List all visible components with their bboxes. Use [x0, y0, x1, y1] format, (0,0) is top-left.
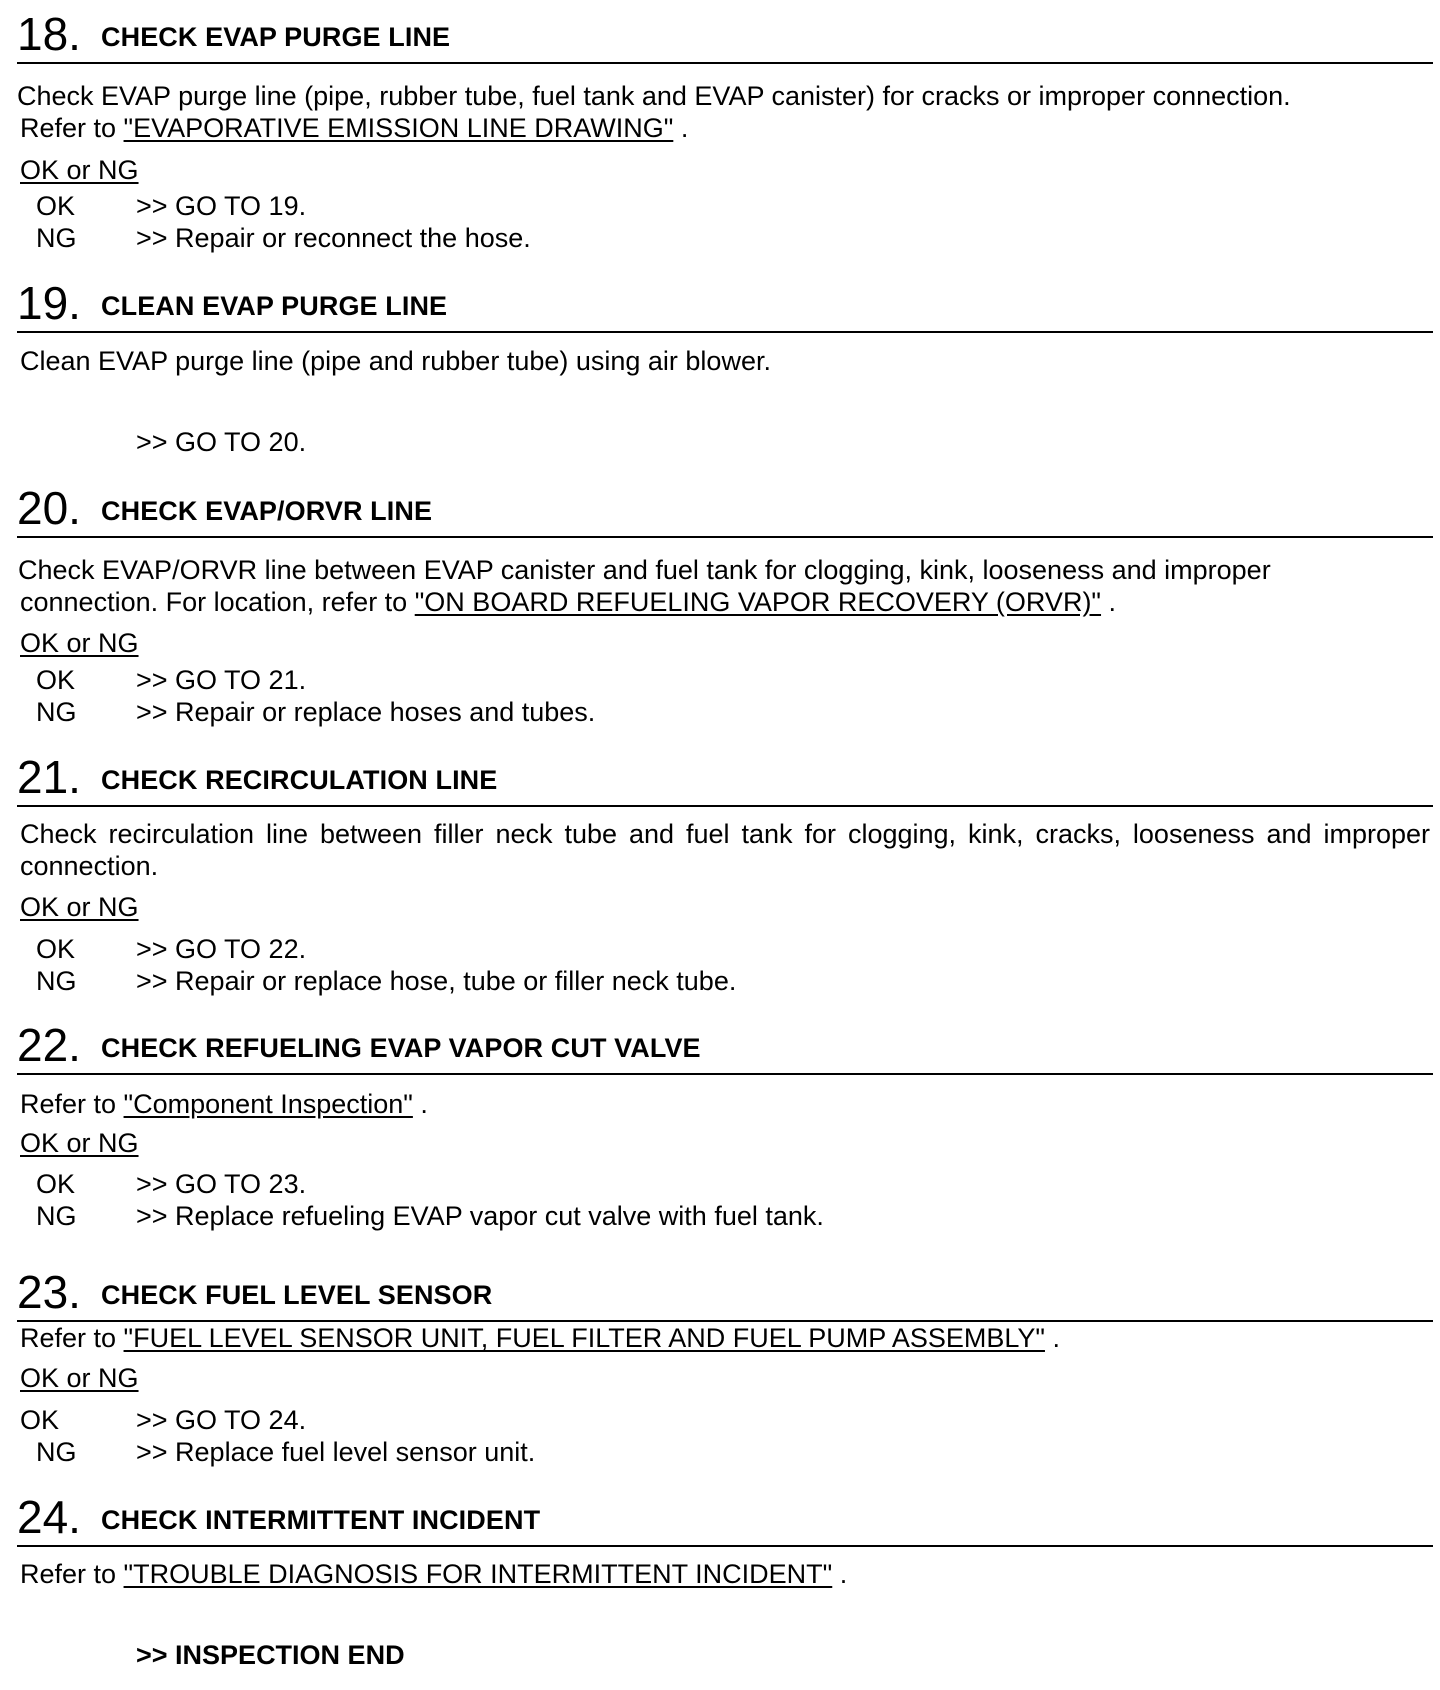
step-text: Clean EVAP purge line (pipe and rubber tube) using air blower. — [20, 346, 771, 376]
result-action: >> INSPECTION END — [136, 1640, 405, 1670]
result-code: OK — [36, 191, 76, 221]
step-21-description — [20, 818, 1430, 882]
result-action: >> GO TO 19. — [136, 191, 307, 221]
refer-suffix: . — [412, 1089, 428, 1119]
refer-line — [20, 1558, 1430, 1590]
step-23-description — [20, 1322, 1430, 1354]
result-action: >> GO TO 20. — [136, 427, 307, 457]
refer-prefix: Refer to — [20, 113, 124, 143]
reference-link[interactable]: "EVAPORATIVE EMISSION LINE DRAWING" — [123, 113, 674, 143]
step-22-header — [17, 1019, 1433, 1075]
step-22-description — [20, 1088, 1430, 1120]
step-19-description — [20, 345, 1430, 377]
step-title: CLEAN EVAP PURGE LINE — [101, 291, 448, 321]
reference-link[interactable]: "TROUBLE DIAGNOSIS FOR INTERMITTENT INCIDENT" — [123, 1559, 833, 1589]
step-number: 23. — [17, 1266, 81, 1318]
refer-line — [20, 1088, 1430, 1120]
step-number: 20. — [17, 482, 81, 534]
step-18-description — [17, 80, 1430, 144]
refer-prefix: Refer to — [20, 1089, 124, 1119]
step-18-header — [17, 8, 1433, 64]
result-code: OK — [36, 934, 76, 964]
refer-suffix: . — [1044, 1323, 1060, 1353]
step-number: 18. — [17, 8, 81, 60]
result-action: >> Repair or replace hose, tube or filler neck tube. — [136, 966, 737, 996]
step-20-header — [17, 482, 1433, 538]
refer-prefix: Refer to — [20, 1559, 124, 1589]
step-21-header — [17, 751, 1433, 807]
result-code: OK — [36, 1169, 76, 1199]
step-title: CHECK EVAP PURGE LINE — [101, 22, 451, 52]
refer-suffix: . — [673, 113, 689, 143]
reference-link[interactable]: "FUEL LEVEL SENSOR UNIT, FUEL FILTER AND FUEL PUMP ASSEMBLY" — [123, 1323, 1045, 1353]
step-text: Check EVAP purge line (pipe, rubber tube, fuel tank and EVAP canister) for cracks or improper connection. — [17, 81, 1291, 111]
result-code: NG — [36, 966, 77, 996]
step-title: CHECK EVAP/ORVR LINE — [101, 496, 433, 526]
reference-link[interactable]: "Component Inspection" — [123, 1089, 413, 1119]
step-number: 22. — [17, 1019, 81, 1071]
step-title: CHECK FUEL LEVEL SENSOR — [101, 1280, 493, 1310]
step-title: CHECK REFUELING EVAP VAPOR CUT VALVE — [101, 1033, 701, 1063]
step-title: CHECK RECIRCULATION LINE — [101, 765, 498, 795]
result-action: >> GO TO 22. — [136, 934, 307, 964]
refer-suffix: . — [832, 1559, 848, 1589]
result-code: OK — [36, 665, 76, 695]
refer-prefix: Refer to — [20, 1323, 124, 1353]
refer-line — [20, 586, 1430, 618]
result-action: >> GO TO 23. — [136, 1169, 307, 1199]
step-number: 19. — [17, 277, 81, 329]
step-text: Check recirculation line between filler neck tube and fuel tank for clogging, kink, cracks, looseness and improper connection. — [20, 819, 1430, 881]
step-number: 21. — [17, 751, 81, 803]
result-action: >> Repair or reconnect the hose. — [136, 223, 531, 253]
step-19-header — [17, 277, 1433, 333]
step-23-header — [17, 1266, 1433, 1322]
reference-link[interactable]: "ON BOARD REFUELING VAPOR RECOVERY (ORVR)" — [414, 587, 1102, 617]
refer-prefix: connection. For location, refer to — [20, 587, 415, 617]
ok-or-ng-label: OK or NG — [20, 155, 139, 185]
step-20-description — [20, 554, 1430, 618]
result-action: >> GO TO 21. — [136, 665, 307, 695]
ok-or-ng-label: OK or NG — [20, 1128, 139, 1158]
refer-suffix: . — [1101, 587, 1117, 617]
refer-line — [20, 112, 1430, 144]
ok-or-ng-label: OK or NG — [20, 1363, 139, 1393]
ok-or-ng-label: OK or NG — [20, 892, 139, 922]
step-24-header — [17, 1491, 1433, 1547]
step-24-description — [20, 1558, 1430, 1590]
ok-or-ng-label: OK or NG — [20, 628, 139, 658]
result-action: >> GO TO 24. — [136, 1405, 307, 1435]
step-number: 24. — [17, 1491, 81, 1543]
step-text: Check EVAP/ORVR line between EVAP canister and fuel tank for clogging, kink, looseness and improper — [18, 555, 1271, 585]
result-code: OK — [20, 1405, 60, 1435]
result-action: >> Repair or replace hoses and tubes. — [136, 697, 596, 727]
step-title: CHECK INTERMITTENT INCIDENT — [101, 1505, 541, 1535]
result-action: >> Replace fuel level sensor unit. — [136, 1437, 536, 1467]
result-code: NG — [36, 223, 77, 253]
refer-line — [20, 1322, 1430, 1354]
result-code: NG — [36, 697, 77, 727]
result-action: >> Replace refueling EVAP vapor cut valve with fuel tank. — [136, 1201, 824, 1231]
result-code: NG — [36, 1437, 77, 1467]
result-code: NG — [36, 1201, 77, 1231]
